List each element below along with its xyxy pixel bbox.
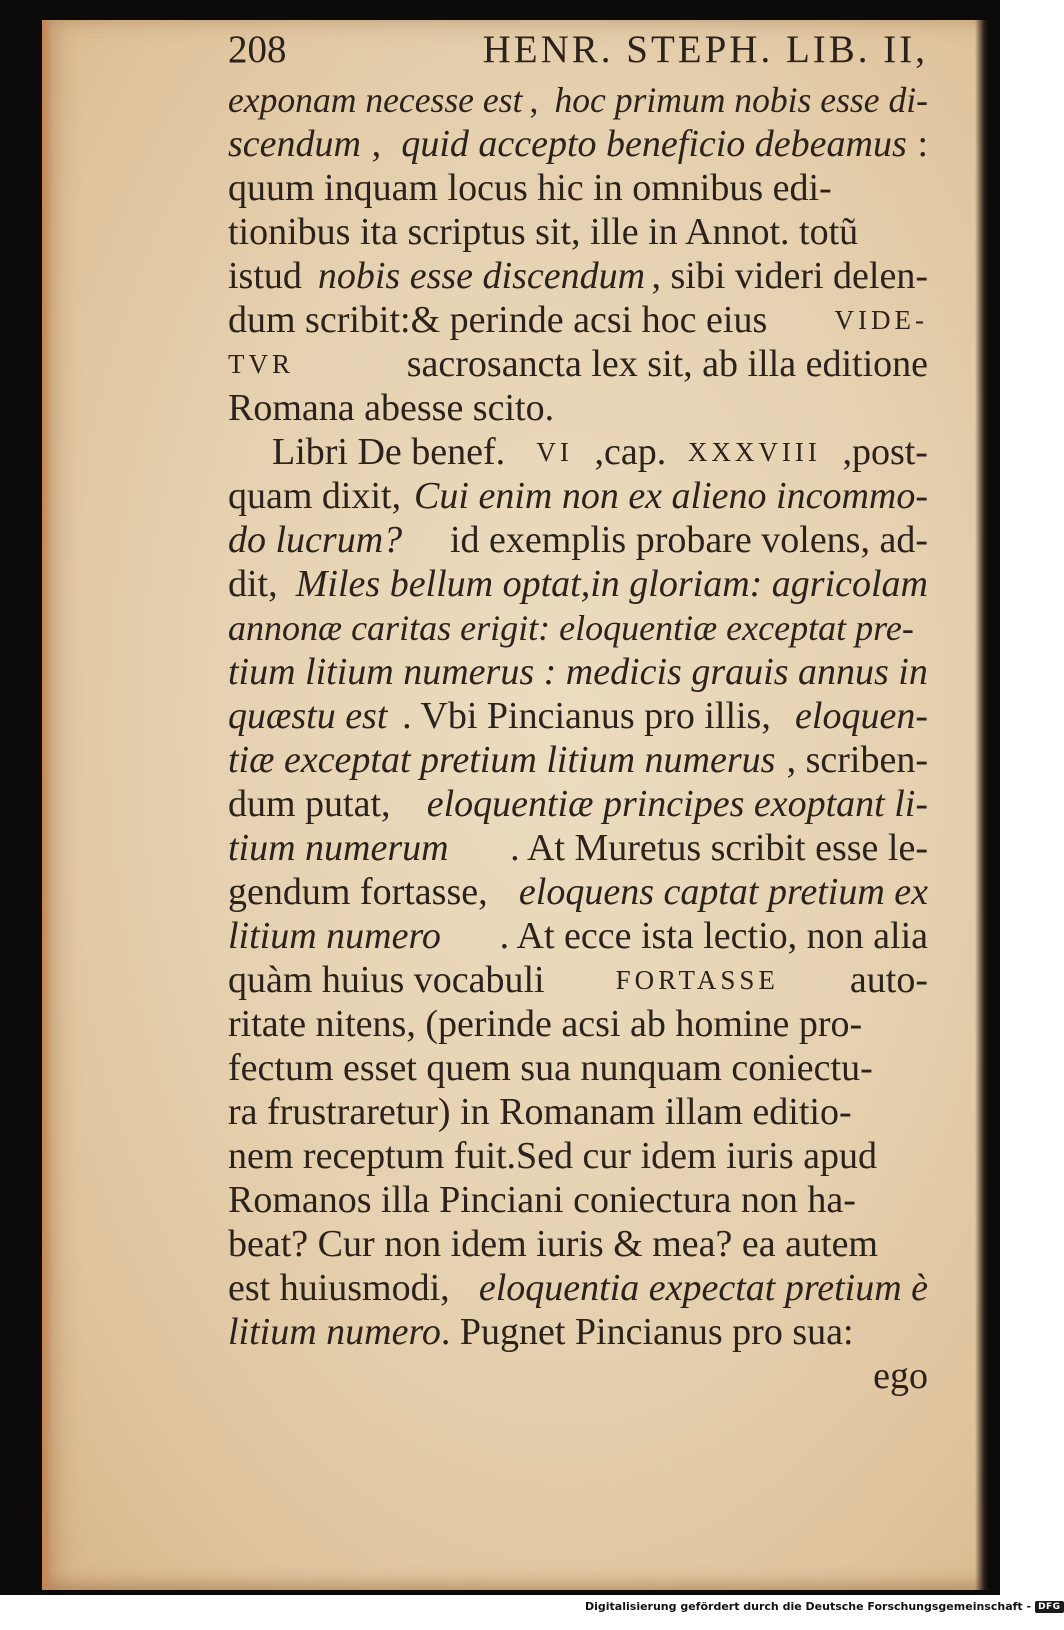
text-line (228, 1266, 928, 1310)
text-segment: XXXVIII (687, 437, 821, 467)
text-segment: Libri De benef. (272, 431, 515, 473)
text-line (228, 1134, 928, 1178)
catchword-line (228, 1354, 928, 1398)
text-line (228, 738, 928, 782)
text-segment: quàm huius vocabuli (228, 959, 555, 1001)
text-segment: sacrosancta lex sit, ab illa editione (397, 343, 928, 385)
text-segment: litium numero (228, 915, 441, 957)
text-segment: dum putat, (228, 783, 401, 825)
text-line (228, 562, 928, 606)
text-line (228, 254, 928, 298)
text-line (228, 694, 928, 738)
text-segment: gendum fortasse, (228, 871, 498, 913)
text-line (228, 298, 928, 342)
text-segment: . Pugnet Pincianus pro sua: (440, 1311, 854, 1353)
text-segment: , scriben- (786, 739, 928, 781)
page-left-edge (42, 20, 52, 1590)
text-segment: Romana abesse scito. (228, 387, 555, 429)
text-segment: ,post- (842, 431, 928, 473)
text-line (228, 210, 928, 254)
text-line (228, 1310, 928, 1354)
text-line (228, 518, 928, 562)
text-line (228, 650, 928, 694)
dfg-logo: DFG (1035, 1601, 1064, 1613)
text-segment: , (371, 123, 391, 165)
digitization-footer (585, 1600, 1064, 1613)
text-segment: do lucrum? (228, 519, 403, 561)
text-segment: tium litium numerus : medicis grauis annus in (228, 651, 928, 693)
text-segment: est huiusmodi, (228, 1267, 460, 1309)
text-line (228, 430, 928, 474)
text-segment: id exemplis probare volens, ad- (440, 519, 928, 561)
page-right-edge (975, 20, 988, 1590)
text-segment: annonæ caritas erigit: eloquentiæ exceptat pre- (228, 608, 914, 648)
text-segment: FORTASSE (615, 965, 779, 995)
text-block (228, 28, 928, 1398)
text-segment: Romanos illa Pinciani coniectura non ha- (228, 1179, 856, 1221)
text-line (228, 1046, 928, 1090)
text-segment: litium numero (228, 1311, 441, 1353)
text-segment: . At Muretus scribit esse le- (510, 827, 928, 869)
text-line (228, 386, 928, 430)
text-segment: Cui enim non ex alieno incommo- (414, 475, 928, 517)
text-segment: eloquen- (795, 695, 928, 737)
text-segment: TVR (228, 349, 294, 379)
text-segment: exponam necesse est (228, 80, 523, 120)
text-line (228, 166, 928, 210)
text-segment: quæstu est (228, 695, 388, 737)
text-line (228, 78, 928, 122)
text-segment: ,cap. (594, 431, 667, 473)
text-segment: VIDE- (834, 305, 928, 335)
text-segment: quum inquam locus hic in omnibus edi- (228, 167, 832, 209)
text-segment: dum scribit:& perinde acsi hoc eius (228, 299, 777, 341)
text-segment: tium numerum (228, 827, 449, 869)
text-line (228, 914, 928, 958)
text-segment: ra frustraretur) in Romanam illam editio- (228, 1091, 852, 1133)
text-segment: beat? Cur non idem iuris & mea? ea autem (228, 1223, 878, 1265)
text-segment: VI (536, 437, 573, 467)
text-segment: istud (228, 255, 312, 297)
text-segment: ritate nitens, (perinde acsi ab homine pro- (228, 1003, 863, 1045)
running-header (228, 28, 928, 78)
text-segment: , sibi videri delen- (651, 255, 928, 297)
text-segment: quid accepto beneficio debeamus (401, 123, 907, 165)
text-line (228, 606, 928, 650)
text-line (228, 826, 928, 870)
text-line (228, 958, 928, 1002)
text-segment: quam dixit, (228, 475, 402, 517)
running-title: HENR. STEPH. LIB. II, (482, 28, 928, 71)
text-segment: tionibus ita scriptus sit, ille in Annot. totũ (228, 211, 859, 253)
text-segment: nobis esse discendum (317, 255, 646, 297)
text-line (228, 1090, 928, 1134)
text-segment: auto- (840, 959, 928, 1001)
text-line (228, 122, 928, 166)
body-text (228, 78, 928, 1354)
text-segment: tiæ exceptat pretium litium numerus (228, 739, 776, 781)
text-segment: , (529, 80, 548, 120)
text-segment: : (917, 123, 928, 165)
text-segment: . Vbi Pincianus pro illis, (402, 695, 781, 737)
text-segment: hoc primum nobis esse di- (554, 80, 928, 120)
text-segment: Miles bellum optat,in gloriam: agricolam (295, 563, 928, 605)
text-segment: eloquentia expectat pretium è (478, 1267, 928, 1309)
text-line (228, 342, 928, 386)
text-line (228, 870, 928, 914)
text-segment: eloquens captat pretium ex (518, 871, 928, 913)
text-line (228, 1178, 928, 1222)
text-line (228, 782, 928, 826)
text-segment: dit, (228, 563, 278, 605)
text-segment: eloquentiæ principes exoptant li- (426, 783, 928, 825)
catchword: ego (873, 1355, 928, 1397)
text-line (228, 1222, 928, 1266)
text-segment: fectum esset quem sua nunquam coniectu- (228, 1047, 873, 1089)
text-segment: nem receptum fuit.Sed cur idem iuris apud (228, 1135, 877, 1177)
text-line (228, 474, 928, 518)
text-line (228, 1002, 928, 1046)
text-segment: . At ecce ista lectio, non alia (499, 915, 928, 957)
footer-credit: Digitalisierung gefördert durch die Deutsche Forschungsgemeinschaft - (585, 1600, 1032, 1613)
text-segment: scendum (228, 123, 361, 165)
page-number: 208 (228, 28, 287, 71)
